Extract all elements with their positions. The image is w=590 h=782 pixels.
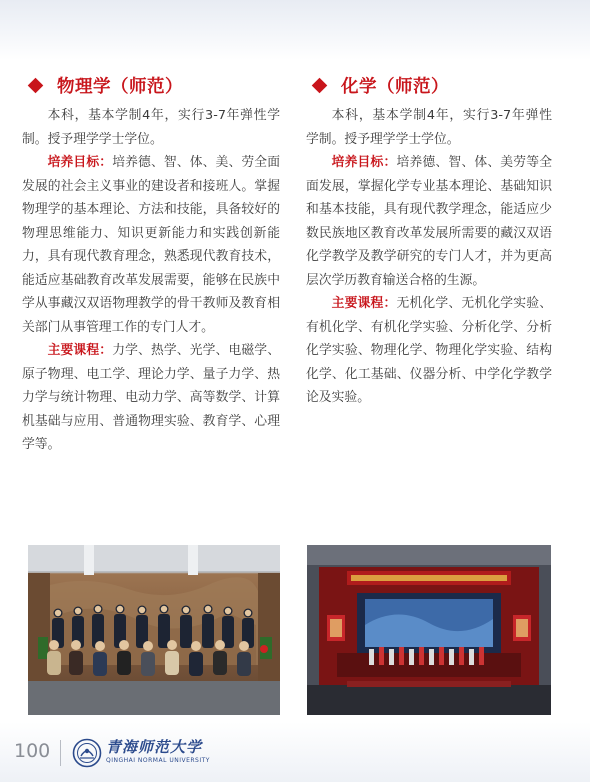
group-photo: [28, 545, 280, 715]
university-name-cn: 青海师范大学: [106, 738, 203, 756]
chemistry-goal: [306, 151, 552, 292]
physics-title-text: 物理学（师范）: [57, 76, 183, 97]
university-emblem-icon: [72, 738, 102, 768]
chemistry-title-text: 化学（师范）: [341, 76, 449, 97]
chemistry-courses: [306, 292, 552, 410]
chemistry-goal-label: 培养目标：: [331, 155, 397, 170]
page-number: 100: [14, 740, 51, 762]
physics-courses: [22, 339, 280, 457]
chemistry-title: [314, 72, 552, 98]
diamond-bullet-icon: [28, 77, 44, 93]
stage-photo-illustration: [307, 545, 551, 715]
footer-divider: [60, 740, 61, 766]
physics-goal-text: 培养德、智、体、美、劳全面发展的社会主义事业的建设者和接班人。掌握物理学的基本理论、方法和技能，具备较好的物理思维能力、知识更新能力和实践创新能力，具有现代教育理念，熟悉现代教育技术，能适应基础教育改革发展需要，能够在民族中学从事藏汉双语物理教学的骨干教师及教育相关部门从事管理工作的专门人才。: [22, 155, 281, 335]
chemistry-course-label: 主要课程：: [331, 296, 397, 311]
header-band: [0, 0, 590, 60]
physics-goal-label: 培养目标：: [47, 155, 113, 170]
chemistry-course-text: 无机化学、无机化学实验、有机化学、有机化学实验、分析化学、分析化学实验、物理化学、物理化学实验、结构化学、化工基础、仪器分析、中学化学教学论及实验。: [306, 296, 553, 405]
group-photo-illustration: [28, 545, 280, 715]
physics-title: [30, 72, 280, 98]
physics-intro: 本科，基本学制4年，实行3-7年弹性学制。授予理学学士学位。: [22, 108, 280, 147]
chemistry-goal-text: 培养德、智、体、美劳等全面发展，掌握化学专业基本理论、基础知识和基本技能，具有现代教学理念，能适应少数民族地区教育改革发展所需要的藏汉双语化学教学及教学研究的专门人才，并为更高层次学历教育输送合格的生源。: [306, 155, 553, 288]
diamond-bullet-icon: [312, 77, 328, 93]
physics-course-text: 力学、热学、光学、电磁学、原子物理、电工学、理论力学、量子力学、热力学与统计物理、电动力学、高等数学、计算机基础与应用、普通物理实验、教育学、心理学等。: [22, 343, 281, 452]
chemistry-section: [306, 72, 552, 410]
physics-section: [22, 72, 280, 457]
stage-photo: [307, 545, 551, 715]
chemistry-intro: 本科，基本学制4年，实行3-7年弹性学制。授予理学学士学位。: [306, 108, 552, 147]
university-name-en: QINGHAI NORMAL UNIVERSITY: [106, 757, 210, 764]
physics-course-label: 主要课程：: [47, 343, 113, 358]
physics-goal: [22, 151, 280, 339]
